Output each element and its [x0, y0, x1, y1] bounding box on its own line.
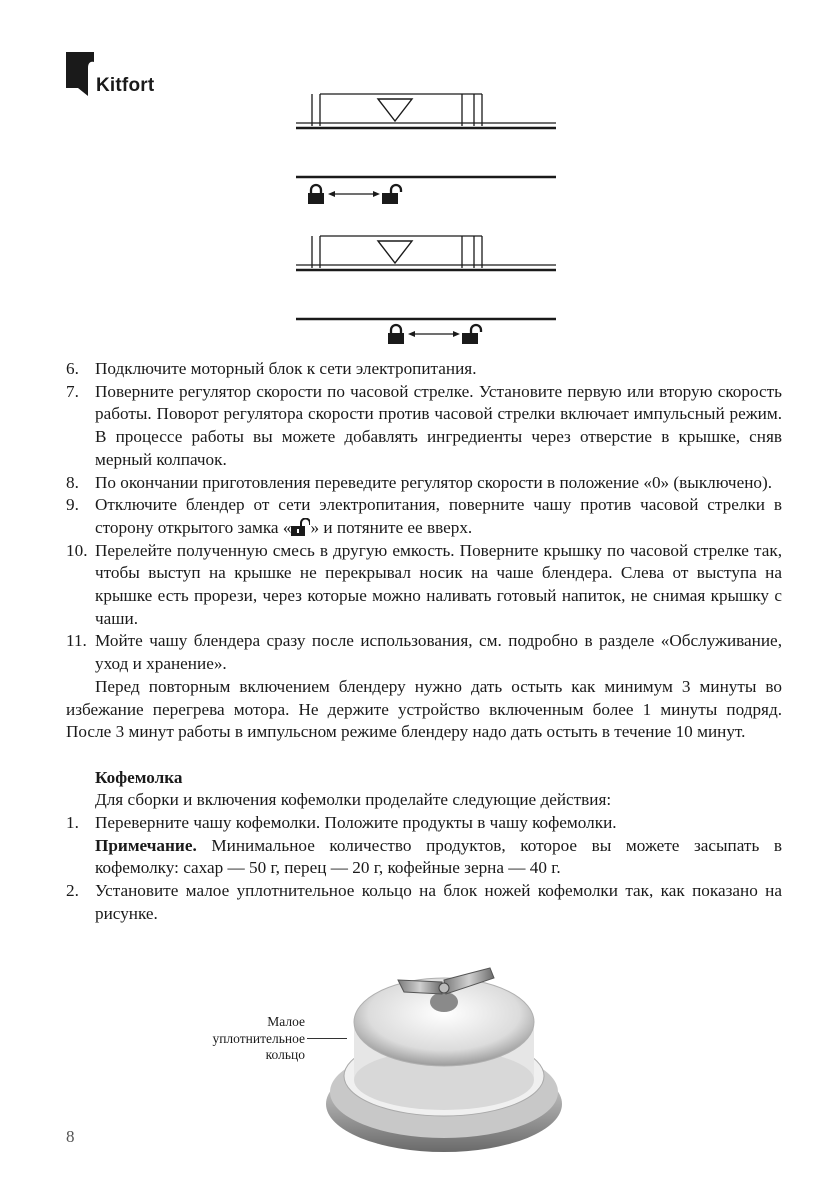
- list-number: 6.: [66, 359, 79, 378]
- callout-line: кольцо: [265, 1047, 305, 1062]
- callout-line: уплотнительное: [212, 1030, 305, 1046]
- list-item: [66, 880, 782, 925]
- callout-leader-line: [307, 1038, 347, 1039]
- lock-diagram-bottom: [290, 230, 560, 350]
- list-number: 9.: [66, 495, 79, 515]
- double-arrow-icon: [328, 191, 380, 197]
- list-text: Переверните чашу кофемолки. Положите продукты в чашу кофемолки.: [95, 813, 617, 833]
- list-item: [66, 630, 782, 675]
- lock-closed-icon: [308, 185, 324, 204]
- triangle-down-icon: [378, 241, 412, 263]
- list-text: Отключите блендер от сети электропитания, поверните чашу против часовой стрелки в сторону открытого замка «: [95, 495, 782, 537]
- lock-open-icon: [382, 185, 401, 204]
- list-number: 7.: [66, 381, 79, 401]
- list-text: Перелейте полученную смесь в другую емкость. Поверните крышку по часовой стрелке так, чтобы выступ на крышке не перекрывал носик на чаше блендера. Слева от выступа на крышке есть прорези, через которые можно наливать готовый напиток, не снимая крышку с чаши.: [95, 540, 782, 628]
- brand-name: Kitfort: [96, 75, 155, 96]
- kitfort-logo-icon: [66, 52, 94, 96]
- instructions-text: [66, 358, 782, 926]
- list-number: 2.: [66, 881, 79, 901]
- list-item: [66, 358, 782, 381]
- list-text: » и потяните ее вверх.: [310, 517, 473, 537]
- double-arrow-icon: [408, 331, 460, 337]
- brand-logo: [66, 52, 176, 100]
- list-text: По окончании приготовления переведите регулятор скорости в положение «0» (выключено).: [95, 472, 773, 492]
- lock-closed-icon: [388, 325, 404, 344]
- note-label: Примечание.: [95, 835, 197, 855]
- list-text: Подключите моторный блок к сети электропитания.: [95, 359, 477, 378]
- lock-diagram-top: [290, 88, 560, 213]
- list-number: 10.: [66, 540, 88, 560]
- note: [66, 835, 782, 880]
- list-text: Установите малое уплотнительное кольцо на блок ножей кофемолки так, как показано на рисунке.: [95, 881, 782, 923]
- list-text: Поверните регулятор скорости по часовой стрелке. Установите первую или вторую скорость работы. Поворот регулятора скорости против часовой стрелки включает импульсный режим. В процессе работы вы можете добавлять ингредиенты через отверстие в крышке, сняв мерный колпачок.: [95, 381, 782, 469]
- list-number: 1.: [66, 813, 79, 833]
- paragraph: Перед повторным включением блендеру нужно дать остыть как минимум 3 минуты во избежание перегрева мотора. Не держите устройство включенным более 1 минуты подряд. После 3 минут работы в импульсном режиме блендеру надо дать остыть в течение 10 минут.: [66, 676, 782, 742]
- list-item: [66, 494, 782, 539]
- page-number: 8: [66, 1127, 75, 1146]
- list-text: Мойте чашу блендера сразу после использования, см. подробно в разделе «Обслуживание, уход и хранение».: [95, 631, 782, 674]
- grinder-blade-unit-image: [318, 952, 570, 1158]
- list-item: [66, 472, 782, 495]
- list-number: 8.: [66, 472, 79, 492]
- lock-open-icon: [462, 325, 481, 344]
- list-item: [66, 812, 782, 835]
- list-item: [66, 540, 782, 631]
- lock-open-icon: [291, 518, 310, 536]
- figure-callout: [185, 1014, 305, 1064]
- section-heading: Кофемолка: [95, 767, 183, 787]
- section-intro: Для сборки и включения кофемолки проделайте следующие действия:: [95, 790, 612, 810]
- triangle-down-icon: [378, 99, 412, 121]
- list-item: [66, 381, 782, 472]
- note-text: Минимальное количество продуктов, которое вы можете засыпать в кофемолку: сахар — 50 г, перец — 20 г, кофейные зерна — 40 г.: [95, 835, 782, 878]
- list-number: 11.: [66, 631, 87, 651]
- callout-line: Малое: [267, 1014, 305, 1029]
